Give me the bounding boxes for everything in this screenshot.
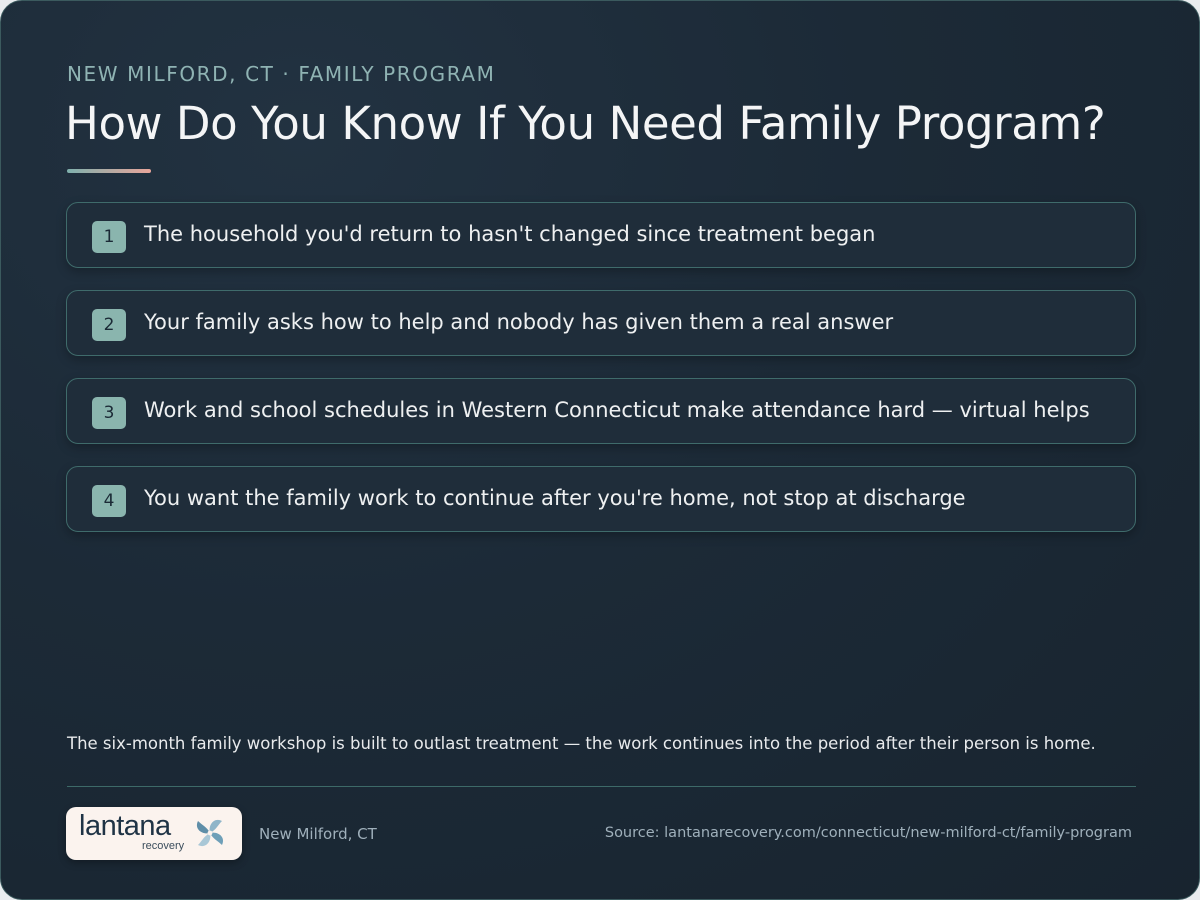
list-item xyxy=(66,466,1136,532)
footer-location: New Milford, CT xyxy=(259,825,377,843)
list-item xyxy=(66,202,1136,268)
summary-note: The six-month family workshop is built to outlast treatment — the work continues into the period after their person is home. xyxy=(67,734,1096,753)
item-text: Work and school schedules in Western Connecticut make attendance hard — virtual helps xyxy=(144,398,1090,422)
list-item xyxy=(66,290,1136,356)
title-accent-line xyxy=(67,169,151,173)
page-title: How Do You Know If You Need Family Program? xyxy=(65,97,1106,150)
item-text: The household you'd return to hasn't changed since treatment began xyxy=(144,222,876,246)
item-number-badge: 1 xyxy=(92,221,126,253)
item-text: Your family asks how to help and nobody has given them a real answer xyxy=(144,310,894,334)
item-text: You want the family work to continue after you're home, not stop at discharge xyxy=(144,486,966,510)
footer-source: Source: lantanarecovery.com/connecticut/new-milford-ct/family-program xyxy=(604,825,1132,841)
footer-divider xyxy=(67,786,1136,787)
pinwheel-icon xyxy=(192,815,228,851)
item-number-badge: 3 xyxy=(92,397,126,429)
item-number-badge: 4 xyxy=(92,485,126,517)
list-item xyxy=(66,378,1136,444)
eyebrow-label: NEW MILFORD, CT · FAMILY PROGRAM xyxy=(67,62,496,86)
item-number-badge: 2 xyxy=(92,309,126,341)
logo-subtitle: recovery xyxy=(142,840,185,852)
lantana-logo xyxy=(66,807,242,860)
logo-wordmark: lantana xyxy=(79,810,171,842)
checklist xyxy=(66,202,1136,554)
